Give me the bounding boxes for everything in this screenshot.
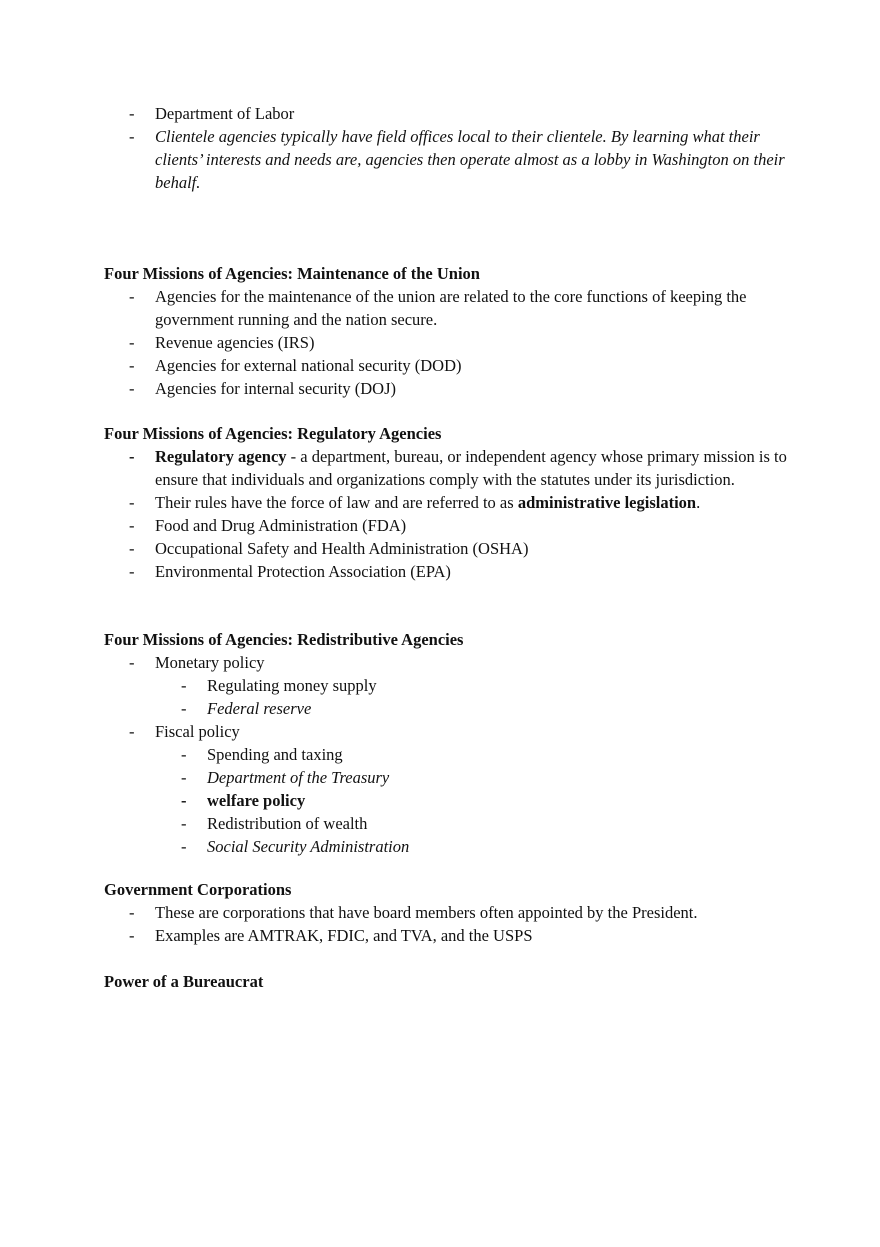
item-text: Food and Drug Administration (FDA) bbox=[155, 516, 407, 535]
corporations-section bbox=[104, 878, 794, 947]
bullet-dash: - bbox=[129, 516, 135, 535]
intro-list bbox=[104, 102, 794, 194]
list-item bbox=[104, 102, 794, 125]
list-item bbox=[104, 901, 794, 924]
bullet-dash: - bbox=[181, 768, 187, 787]
list-item bbox=[104, 377, 794, 400]
bullet-dash: - bbox=[129, 493, 135, 512]
definition-text: - a department, bureau, or independent agency whose primary mission is to ensure that individuals and organizations comply with the statutes under its jurisdiction. bbox=[155, 447, 787, 489]
redistributive-list bbox=[104, 651, 794, 858]
sub-list-item bbox=[104, 812, 794, 835]
list-item bbox=[104, 491, 794, 514]
list-item bbox=[104, 125, 794, 194]
list-item bbox=[104, 285, 794, 331]
bullet-dash: - bbox=[129, 562, 135, 581]
bullet-dash: - bbox=[129, 722, 135, 741]
item-text: Examples are AMTRAK, FDIC, and TVA, and the USPS bbox=[155, 926, 533, 945]
item-text: Revenue agencies (IRS) bbox=[155, 333, 315, 352]
bold-term: administrative legislation bbox=[517, 493, 697, 512]
item-text: Regulating money supply bbox=[207, 676, 377, 695]
item-text: Department of the Treasury bbox=[207, 768, 390, 787]
item-text: welfare policy bbox=[207, 791, 306, 810]
item-text: Social Security Administration bbox=[207, 837, 410, 856]
list-item bbox=[104, 537, 794, 560]
bullet-dash: - bbox=[181, 791, 187, 810]
bullet-dash: - bbox=[129, 447, 135, 466]
item-text: Fiscal policy bbox=[155, 722, 240, 741]
section-heading: Four Missions of Agencies: Regulatory Agencies bbox=[104, 424, 442, 443]
list-item bbox=[104, 720, 794, 743]
section-heading: Four Missions of Agencies: Maintenance of the Union bbox=[104, 264, 480, 283]
bullet-dash: - bbox=[181, 837, 187, 856]
bullet-dash: - bbox=[129, 539, 135, 558]
redistributive-section bbox=[104, 628, 794, 858]
item-text: Federal reserve bbox=[207, 699, 312, 718]
item-text: Occupational Safety and Health Administration (OSHA) bbox=[155, 539, 529, 558]
section-heading: Four Missions of Agencies: Redistributive Agencies bbox=[104, 630, 464, 649]
item-text: Agencies for the maintenance of the union are related to the core functions of keeping the government running and the nation secure. bbox=[155, 287, 747, 329]
bullet-dash: - bbox=[181, 676, 187, 695]
item-text: Monetary policy bbox=[155, 653, 265, 672]
section-heading: Government Corporations bbox=[104, 880, 292, 899]
bullet-dash: - bbox=[129, 926, 135, 945]
list-item bbox=[104, 514, 794, 537]
item-text: Spending and taxing bbox=[207, 745, 343, 764]
bullet-dash: - bbox=[129, 653, 135, 672]
regulatory-list bbox=[104, 445, 794, 583]
bullet-dash: - bbox=[129, 356, 135, 375]
bureaucrat-section bbox=[104, 970, 794, 993]
intro-section bbox=[104, 102, 794, 194]
list-item bbox=[104, 445, 794, 491]
list-item bbox=[104, 924, 794, 947]
list-item bbox=[104, 331, 794, 354]
bullet-dash: - bbox=[181, 745, 187, 764]
bullet-dash: - bbox=[129, 104, 135, 123]
item-text: These are corporations that have board members often appointed by the President. bbox=[155, 903, 698, 922]
bullet-dash: - bbox=[129, 379, 135, 398]
sub-list-item bbox=[104, 835, 794, 858]
item-text: Department of Labor bbox=[155, 104, 295, 123]
item-text: Agencies for external national security (DOD) bbox=[155, 356, 462, 375]
item-text: Their rules have the force of law and are referred to as bbox=[155, 493, 518, 512]
regulatory-section bbox=[104, 422, 794, 583]
bullet-dash: - bbox=[181, 814, 187, 833]
sub-list-item bbox=[104, 766, 794, 789]
item-text: Environmental Protection Association (EPA) bbox=[155, 562, 451, 581]
sub-list-item bbox=[104, 674, 794, 697]
list-item bbox=[104, 354, 794, 377]
sub-list-item bbox=[104, 743, 794, 766]
corporations-list bbox=[104, 901, 794, 947]
maintenance-list bbox=[104, 285, 794, 400]
section-heading: Power of a Bureaucrat bbox=[104, 972, 264, 991]
bullet-dash: - bbox=[129, 287, 135, 306]
item-text: Redistribution of wealth bbox=[207, 814, 368, 833]
sub-list-item bbox=[104, 789, 794, 812]
item-text: Clientele agencies typically have field offices local to their clientele. By learning what their clients’ interests and needs are, agencies then operate almost as a lobby in Washington on their behalf. bbox=[155, 127, 785, 192]
bullet-dash: - bbox=[129, 127, 135, 146]
maintenance-section bbox=[104, 262, 794, 400]
bullet-dash: - bbox=[129, 903, 135, 922]
item-text-end: . bbox=[696, 493, 701, 512]
bullet-dash: - bbox=[129, 333, 135, 352]
sub-list-item bbox=[104, 697, 794, 720]
definition-term: Regulatory agency bbox=[155, 447, 287, 466]
bullet-dash: - bbox=[181, 699, 187, 718]
item-text: Agencies for internal security (DOJ) bbox=[155, 379, 396, 398]
list-item bbox=[104, 560, 794, 583]
list-item bbox=[104, 651, 794, 674]
